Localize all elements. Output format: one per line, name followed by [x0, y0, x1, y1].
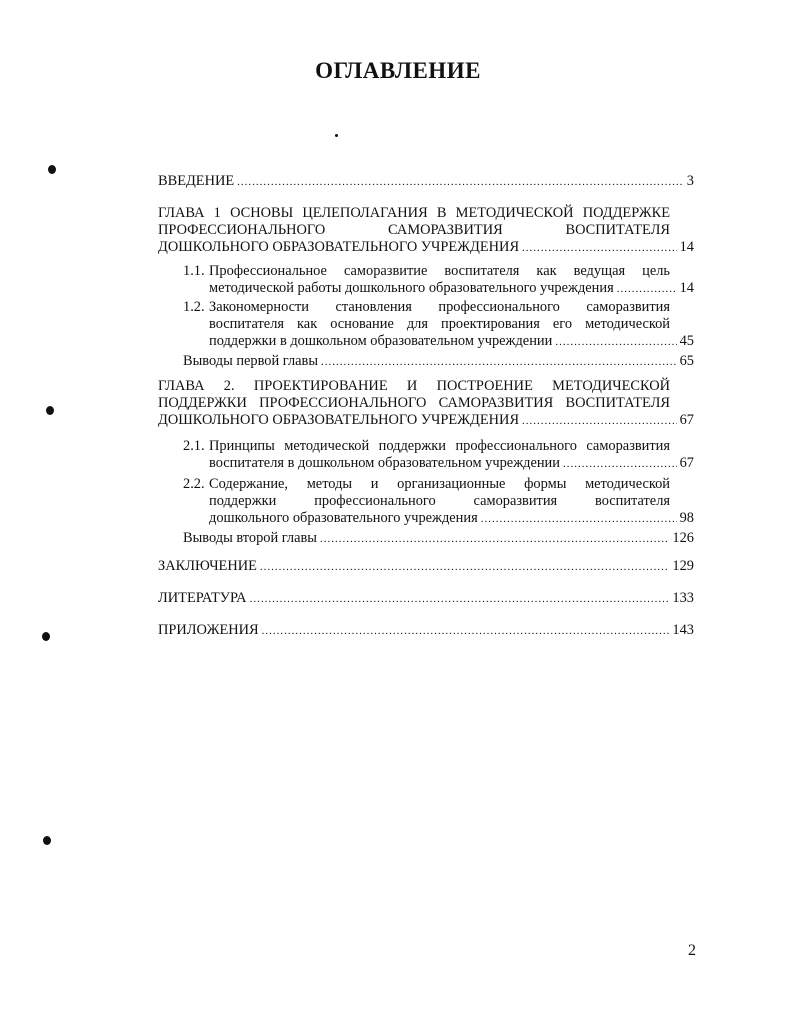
- toc-page-number: 67: [679, 412, 694, 428]
- leader-dots: [320, 531, 669, 548]
- leader-dots: [563, 456, 677, 473]
- scan-speck: [335, 134, 338, 137]
- leader-dots: [321, 354, 677, 371]
- toc-page-number: 126: [672, 530, 694, 546]
- toc-section-2-2-line-1[interactable]: Содержание, методы и организационные формы методической: [209, 476, 670, 492]
- toc-entry-conclusions-2[interactable]: [183, 530, 694, 548]
- toc-section-2-2-line-3[interactable]: [209, 510, 694, 528]
- toc-section-2-2-line-2[interactable]: поддержки профессионального саморазвития воспитателя: [209, 493, 670, 509]
- leader-dots: [250, 591, 670, 608]
- toc-section-1-1-line-1[interactable]: Профессиональное саморазвитие воспитателя как ведущая цель: [209, 263, 670, 279]
- toc-section-number: 1.2.: [183, 299, 205, 315]
- page-number: 2: [688, 942, 696, 959]
- toc-page-number: 133: [672, 590, 694, 606]
- toc-page-number: 143: [672, 622, 694, 638]
- leader-dots: [522, 240, 677, 257]
- punch-hole-mark: [46, 406, 54, 415]
- toc-page-number: 14: [679, 280, 694, 296]
- toc-entry-label: ЛИТЕРАТУРА: [158, 590, 247, 606]
- toc-entry-label: поддержки в дошкольном образовательном учреждении: [209, 333, 553, 349]
- toc-entry-label: ПРИЛОЖЕНИЯ: [158, 622, 259, 638]
- toc-page-number: 3: [686, 173, 694, 189]
- toc-entry-label: воспитателя в дошкольном образовательном учреждении: [209, 455, 560, 471]
- punch-hole-mark: [48, 165, 56, 174]
- toc-entry-label: Выводы второй главы: [183, 530, 317, 546]
- toc-chapter-2-line-3[interactable]: [158, 412, 694, 430]
- toc-entry-label: ДОШКОЛЬНОГО ОБРАЗОВАТЕЛЬНОГО УЧРЕЖДЕНИЯ: [158, 412, 520, 428]
- toc-section-1-2-line-1[interactable]: Закономерности становления профессионального саморазвития: [209, 299, 670, 315]
- toc-entry-literature[interactable]: [158, 590, 694, 608]
- toc-entry-label: ДОШКОЛЬНОГО ОБРАЗОВАТЕЛЬНОГО УЧРЕЖДЕНИЯ: [158, 239, 520, 255]
- toc-entry-conclusion[interactable]: [158, 558, 694, 576]
- leader-dots: [481, 511, 677, 528]
- toc-chapter-1-line-3[interactable]: [158, 239, 694, 257]
- toc-entry-label: методической работы дошкольного образовательного учреждения: [209, 280, 614, 296]
- toc-page-number: 65: [679, 353, 694, 369]
- toc-section-number: 2.2.: [183, 476, 205, 492]
- punch-hole-mark: [43, 836, 51, 845]
- toc-section-2-1-line-2[interactable]: [209, 455, 694, 473]
- toc-entry-label: ВВЕДЕНИЕ: [158, 173, 235, 189]
- toc-entry-label: Выводы первой главы: [183, 353, 319, 369]
- toc-chapter-1-line-1[interactable]: ГЛАВА 1 ОСНОВЫ ЦЕЛЕПОЛАГАНИЯ В МЕТОДИЧЕСКОЙ ПОДДЕРЖКЕ: [158, 205, 670, 221]
- toc-chapter-1-line-2[interactable]: ПРОФЕССИОНАЛЬНОГО САМОРАЗВИТИЯ ВОСПИТАТЕЛЯ: [158, 222, 670, 238]
- leader-dots: [555, 334, 676, 351]
- toc-section-1-2-line-2[interactable]: воспитателя как основание для проектирования его методической: [209, 316, 670, 332]
- toc-section-1-2-line-3[interactable]: [209, 333, 694, 351]
- toc-entry-intro[interactable]: [158, 173, 694, 191]
- toc-section-number: 2.1.: [183, 438, 205, 454]
- toc-entry-label: ЗАКЛЮЧЕНИЕ: [158, 558, 257, 574]
- toc-page-number: 14: [679, 239, 694, 255]
- leader-dots: [522, 413, 677, 430]
- toc-page-number: 129: [672, 558, 694, 574]
- toc-chapter-2-line-1[interactable]: ГЛАВА 2. ПРОЕКТИРОВАНИЕ И ПОСТРОЕНИЕ МЕТОДИЧЕСКОЙ: [158, 378, 670, 394]
- toc-section-number: 1.1.: [183, 263, 205, 279]
- leader-dots: [262, 623, 670, 640]
- toc-chapter-2-line-2[interactable]: ПОДДЕРЖКИ ПРОФЕССИОНАЛЬНОГО САМОРАЗВИТИЯ ВОСПИТАТЕЛЯ: [158, 395, 670, 411]
- toc-page-number: 98: [679, 510, 694, 526]
- toc-page-number: 45: [679, 333, 694, 349]
- leader-dots: [617, 281, 677, 298]
- toc-entry-conclusions-1[interactable]: [183, 353, 694, 371]
- toc-entry-label: дошкольного образовательного учреждения: [209, 510, 478, 526]
- toc-entry-appendix[interactable]: [158, 622, 694, 640]
- toc-section-1-1-line-2[interactable]: [209, 280, 694, 298]
- leader-dots: [260, 559, 669, 576]
- toc-section-2-1-line-1[interactable]: Принципы методической поддержки профессионального саморазвития: [209, 438, 670, 454]
- leader-dots: [237, 174, 684, 191]
- page-title: ОГЛАВЛЕНИЕ: [315, 58, 481, 83]
- toc-page-number: 67: [679, 455, 694, 471]
- punch-hole-mark: [42, 632, 50, 641]
